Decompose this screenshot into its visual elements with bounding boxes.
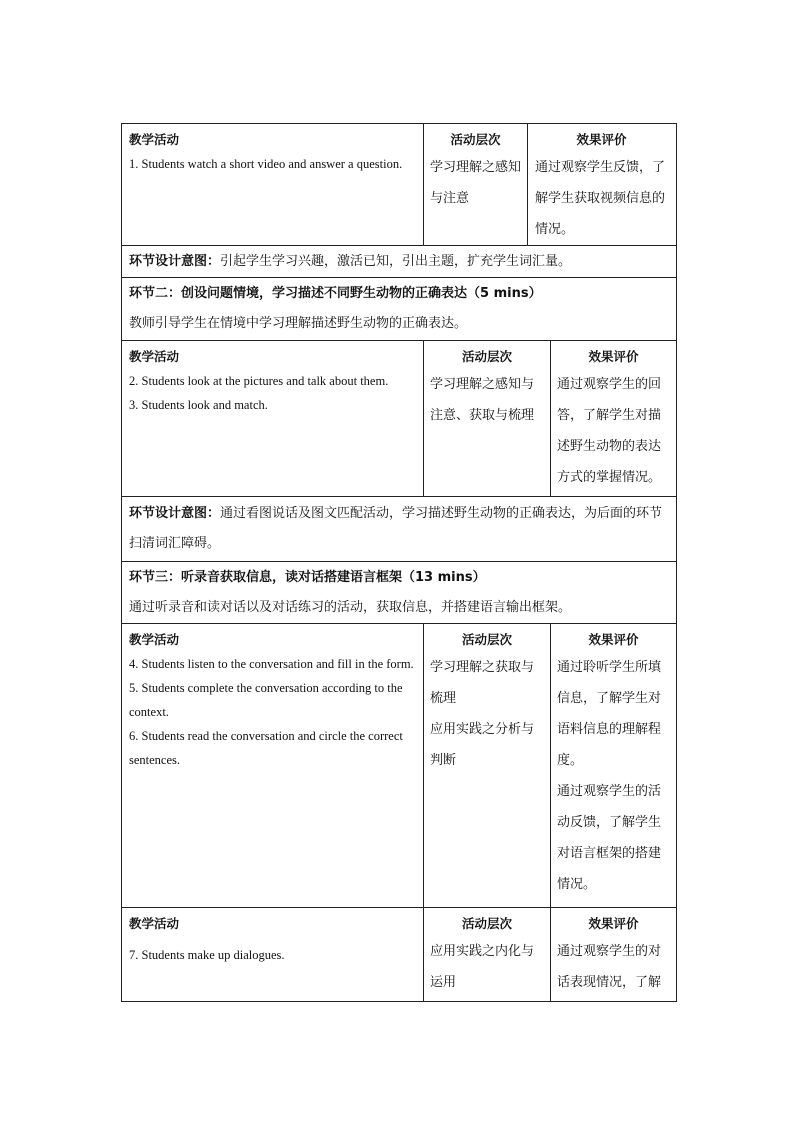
level-header: 活动层次 [461, 916, 512, 931]
activity-block-4 [121, 907, 677, 1002]
intent-text: 引起学生学习兴趣，激活已知，引出主题，扩充学生词汇量。 [220, 254, 572, 269]
stage-2-description: 教师引导学生在情境中学习理解描述野生动物的正确表达。 [129, 316, 468, 331]
activity-header: 教学活动 [129, 916, 180, 931]
stage-3-section [121, 561, 677, 624]
level-text: 学习理解之感知与注意、获取与梳理 [430, 377, 535, 423]
evaluation-header: 效果评价 [588, 349, 639, 364]
evaluation-header: 效果评价 [588, 632, 639, 647]
activity-text: 1. Students watch a short video and answer a question. [129, 157, 403, 171]
activity-block-1 [121, 123, 677, 246]
activity-block-2 [121, 340, 677, 497]
design-intent-2 [121, 496, 677, 562]
level-text: 学习理解之感知与注意 [430, 160, 522, 206]
activity-text: 7. Students make up dialogues. [129, 948, 285, 962]
activity-text: 2. Students look at the pictures and talk about them. 3. Students look and match. [129, 374, 389, 412]
evaluation-text: 通过观察学生的对话表现情况，了解 [557, 944, 662, 990]
activity-text: 4. Students listen to the conversation and fill in the form. 5. Students complete the conversation according to the context. 6. Students read the conversation and circle the correct sentences. [129, 657, 414, 767]
intent-text: 通过看图说话及图文匹配活动，学习描述野生动物的正确表达，为后面的环节扫清词汇障碍。 [129, 506, 663, 551]
activity-header: 教学活动 [129, 349, 180, 364]
level-text: 应用实践之内化与运用 [430, 944, 535, 990]
level-header: 活动层次 [450, 132, 501, 147]
intent-label: 环节设计意图： [129, 506, 221, 521]
evaluation-text-1: 通过聆听学生所填信息，了解学生对语料信息的理解程度。 [557, 660, 662, 768]
level-header: 活动层次 [461, 349, 512, 364]
design-intent-1 [121, 245, 677, 278]
activity-header: 教学活动 [129, 132, 180, 147]
evaluation-header: 效果评价 [576, 132, 627, 147]
level-text-1: 学习理解之获取与梳理 [430, 660, 535, 706]
stage-3-title: 环节三：听录音获取信息，读对话搭建语言框架（13 mins） [129, 570, 486, 585]
evaluation-header: 效果评价 [588, 916, 639, 931]
level-header: 活动层次 [461, 632, 512, 647]
intent-label: 环节设计意图： [129, 254, 221, 269]
stage-2-section [121, 277, 677, 341]
evaluation-text: 通过观察学生反馈，了解学生获取视频信息的情况。 [535, 160, 666, 237]
evaluation-text-2: 通过观察学生的活动反馈，了解学生对语言框架的搭建情况。 [557, 784, 662, 892]
level-text-2: 应用实践之分析与判断 [430, 722, 535, 768]
stage-2-title: 环节二：创设问题情境，学习描述不同野生动物的正确表达（5 mins） [129, 286, 542, 301]
evaluation-text: 通过观察学生的回答，了解学生对描述野生动物的表达方式的掌握情况。 [557, 377, 662, 485]
activity-header: 教学活动 [129, 632, 180, 647]
stage-3-description: 通过听录音和读对话以及对话练习的活动，获取信息，并搭建语言输出框架。 [129, 600, 572, 615]
activity-block-3 [121, 623, 677, 908]
